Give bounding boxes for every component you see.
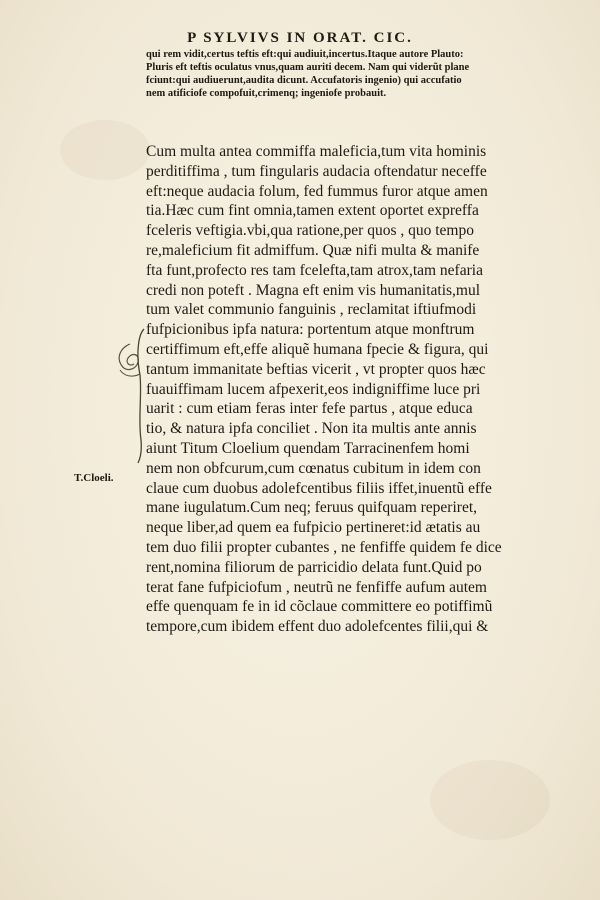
commentary-line: nem atificiofe compofuit,crimenq; ingeniofe probauit. (146, 88, 387, 99)
text-line: perditiffima , tum fingularis audacia oftendatur neceffe (146, 162, 487, 180)
marginal-note: T.Cloeli. (74, 472, 114, 484)
text-line: mane iugulatum.Cum neq; feruus quifquam reperiret, (146, 499, 478, 517)
text-line: tio, & natura ipfa conciliet . Non ita multis ante annis (146, 420, 477, 438)
text-line: tia.Hæc cum fint omnia,tamen extent oportet expreffa (146, 202, 479, 220)
text-line: neque liber,ad quem ea fufpicio pertineret:id ætatis au (146, 519, 481, 537)
text-line: fta funt,profecto res tam fcelefta,tam atrox,tam nefaria (146, 261, 483, 279)
running-head: P SYLVIVS IN ORAT. CIC. (187, 30, 413, 46)
text-line: re,maleficium fit admiffum. Quæ nifi multa & manife (146, 241, 480, 259)
text-line: eft:neque audacia folum, fed fummus furor atque amen (146, 182, 488, 200)
text-line: tem duo filii propter cubantes , ne fenfiffe quidem fe dice (146, 538, 502, 556)
commentary-block (146, 48, 600, 100)
text-line: Cum multa antea commiffa maleficia,tum vita hominis (146, 143, 487, 160)
text-line: terat fane fufpiciofum , neutrũ ne fenfiffe aufum autem (146, 578, 487, 596)
text-line: nem non obfcurum,cum cœnatus cubitum in idem con (146, 459, 481, 477)
paper-stain (430, 760, 550, 840)
text-line: uarit : cum etiam feras inter fefe partus , atque educa (146, 400, 473, 418)
commentary-line: fciunt:qui audiuerunt,audita dicunt. Accufatoris ingenio) qui accufatio (146, 75, 462, 86)
text-line: rent,nomina filiorum de parricidio delata funt.Quid po (146, 558, 482, 576)
paper-stain (60, 120, 150, 180)
text-line: credi non poteft . Magna eft enim vis humanitatis,mul (146, 281, 481, 299)
text-line: claue cum duobus adolefcentibus filiis iffet,inuentũ effe (146, 479, 492, 497)
text-line: effe quenquam fe in id cõclaue committere eo potiffimũ (146, 598, 493, 616)
text-line: tantum immanitate beftias vicerit , vt propter quos hæc (146, 360, 486, 378)
text-line: tempore,cum ibidem effent duo adolefcentes filii,qui & (146, 618, 489, 636)
commentary-line: Pluris eft teftis oculatus vnus,quam auriti decem. Nam qui viderũt plane (146, 62, 470, 73)
text-line: aiunt Titum Cloelium quendam Tarracinenfem homi (146, 439, 470, 457)
handdrawn-bracket-icon (108, 325, 148, 465)
text-line: tum valet communio fanguinis , reclamitat iftiufmodi (146, 301, 477, 319)
text-line: fuauiffimam lucem afpexerit,eos indigniffime luce pri (146, 380, 481, 398)
text-line: fceleris veftigia.vbi,qua ratione,per quos , quo tempo (146, 222, 474, 240)
main-text-block (146, 142, 600, 637)
text-line: fufpicionibus ipfa natura: portentum atque monftrum (146, 321, 475, 339)
commentary-line: qui rem vidit,certus teftis eft:qui audiuit,incertus.Itaque autore Plauto: (146, 49, 464, 60)
text-line: certiffimum eft,effe aliquẽ humana fpecie & figura, qui (146, 340, 489, 358)
